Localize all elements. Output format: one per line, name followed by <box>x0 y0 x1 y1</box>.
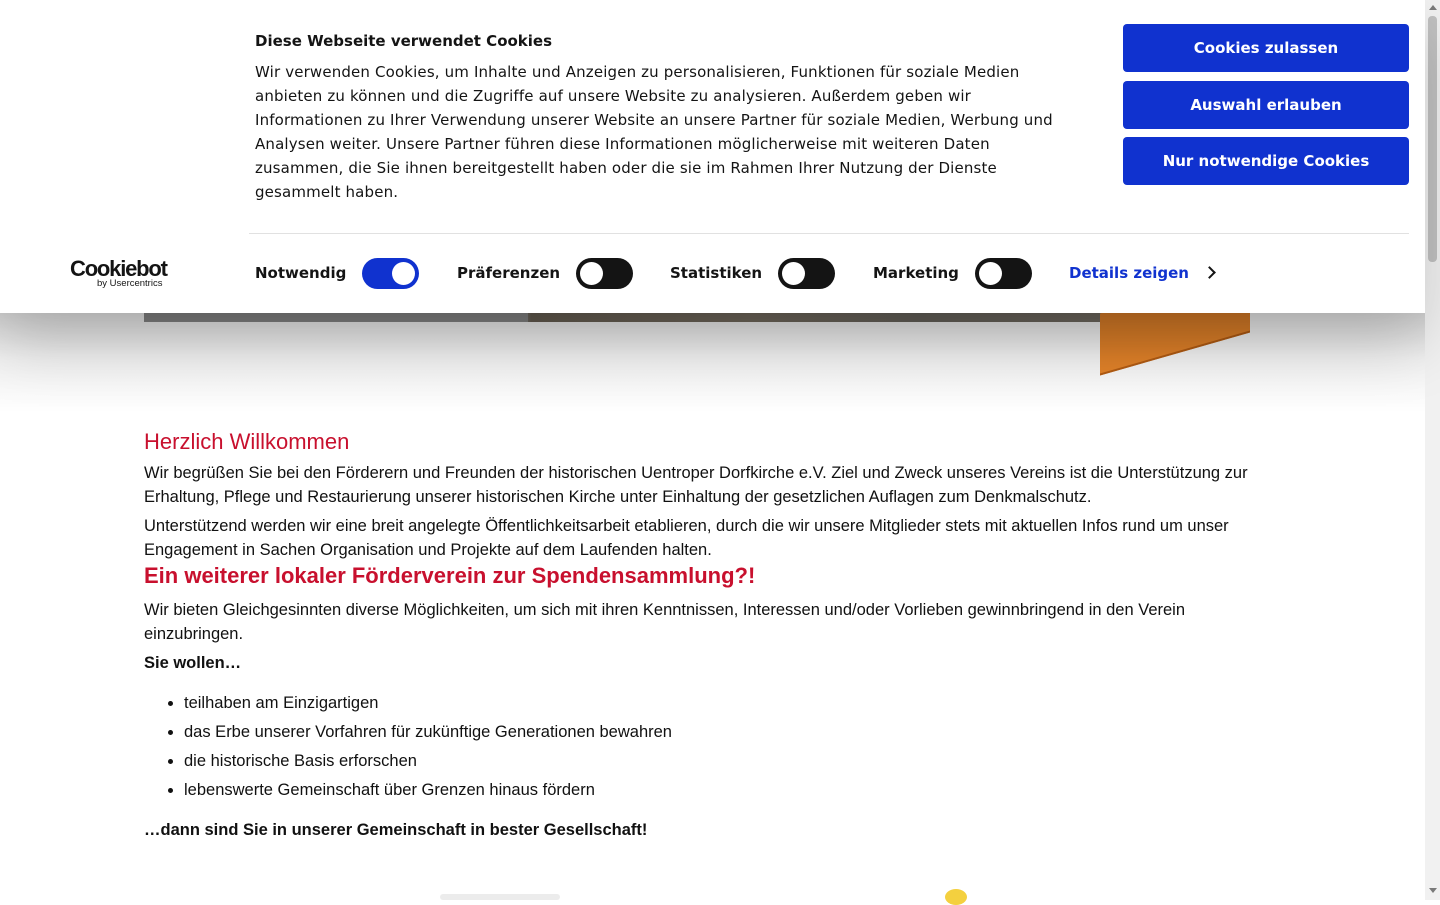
toggle-statistics[interactable] <box>778 258 835 289</box>
welcome-heading: Herzlich Willkommen <box>144 429 350 454</box>
toggle-knob <box>979 262 1002 285</box>
second-heading: Ein weiterer lokaler Förderverein zur Spendensammlung?! <box>144 563 756 588</box>
necessary-cookies-only-button[interactable]: Nur notwendige Cookies <box>1123 137 1409 185</box>
second-paragraph: Wir bieten Gleichgesinnten diverse Möglichkeiten, um sich mit ihren Kenntnissen, Interessen und/oder Vorlieben gewinnbringend in den Verein einzubringen. <box>144 601 1186 643</box>
toggle-necessary[interactable] <box>362 258 419 289</box>
toggle-knob <box>782 262 805 285</box>
scroll-down-arrow-icon[interactable] <box>1429 888 1437 893</box>
allow-selection-button[interactable]: Auswahl erlauben <box>1123 81 1409 129</box>
benefits-list <box>144 691 1279 802</box>
category-label-necessary: Notwendig <box>255 264 347 282</box>
category-label-preferences: Präferenzen <box>457 264 561 282</box>
cookiebot-logo-text: Cookiebot <box>70 256 167 281</box>
show-details-link[interactable]: Details zeigen <box>1069 264 1189 282</box>
list-item: • das Erbe unserer Vorfahren für zukünftige Generationen bewahren <box>184 720 1279 744</box>
closing-statement: …dann sind Sie in unserer Gemeinschaft in bester Gesellschaft! <box>144 821 648 839</box>
toggle-preferences[interactable] <box>576 258 633 289</box>
toggle-knob <box>392 262 415 285</box>
toggle-marketing[interactable] <box>975 258 1032 289</box>
scrollbar-thumb[interactable] <box>1428 16 1437 262</box>
cookiebot-logo[interactable] <box>70 257 174 291</box>
welcome-paragraph-1: Wir begrüßen Sie bei den Förderern und Freunden der historischen Uentroper Dorfkirche e.V. Ziel und Zweck unseres Vereins ist die Unterstützung zur Erhaltung, Pflege und Restaurierung unserer historischen Kirche unter Einhaltung der gesetzlichen Auflagen zum Denkmalschutz. <box>144 464 1248 506</box>
cookie-banner-description: Wir verwenden Cookies, um Inhalte und Anzeigen zu personalisieren, Funktionen für soziale Medien anbieten zu können und die Zugriffe auf unsere Website zu analysieren. Außerdem geben wir Informationen zu Ihrer Verwendung unserer Website an unsere Partner für soziale Medien, Werbung und Analysen weiter. Unsere Partner führen diese Informationen möglicherweise mit weiteren Daten zusammen, die Sie ihnen bereitgestellt haben oder die sie im Rahmen Ihrer Nutzung der Dienste gesammelt haben. <box>255 63 1053 201</box>
category-label-statistics: Statistiken <box>670 264 763 282</box>
decorative-image-fragment <box>945 889 967 905</box>
toggle-knob <box>580 262 603 285</box>
decorative-image-fragment <box>440 894 560 900</box>
list-item: • lebenswerte Gemeinschaft über Grenzen hinaus fördern <box>184 778 1279 802</box>
banner-shadow <box>0 313 1425 413</box>
banner-divider <box>249 233 1409 234</box>
allow-all-cookies-button[interactable]: Cookies zulassen <box>1123 24 1409 72</box>
scroll-up-arrow-icon[interactable] <box>1429 5 1437 10</box>
list-item: • teilhaben am Einzigartigen <box>184 691 1279 715</box>
chevron-right-icon[interactable] <box>1203 266 1216 279</box>
you-want-label: Sie wollen… <box>144 654 242 672</box>
cookie-consent-banner <box>0 0 1425 313</box>
cookiebot-logo-subtext: by Usercentrics <box>97 278 163 289</box>
main-content <box>144 428 1279 842</box>
list-item: • die historische Basis erforschen <box>184 749 1279 773</box>
welcome-paragraph-2: Unterstützend werden wir eine breit angelegte Öffentlichkeitsarbeit etablieren, durch die wir unsere Mitglieder stets mit aktuellen Infos rund um unser Engagement in Sachen Organisation und Projekte auf dem Laufenden halten. <box>144 517 1229 559</box>
category-label-marketing: Marketing <box>873 264 959 282</box>
cookie-banner-title: Diese Webseite verwendet Cookies <box>255 32 553 50</box>
